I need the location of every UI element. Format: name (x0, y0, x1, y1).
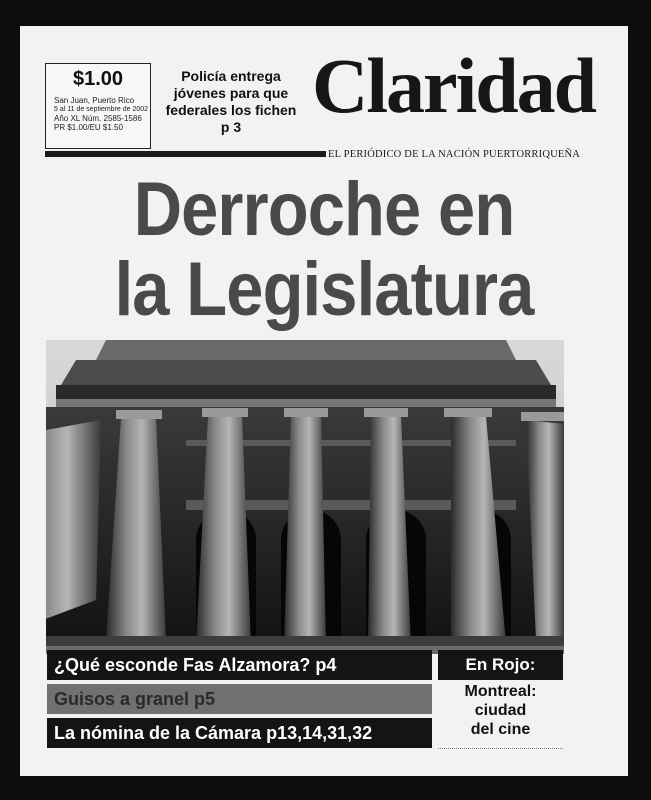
price-regional: PR $1.00/EU $1.50 (54, 123, 123, 132)
teaser-page: p 3 (220, 119, 242, 135)
dotted-divider (438, 748, 563, 749)
headline-line-2: la Legislatura (114, 247, 534, 332)
masthead-tagline: EL PERIÓDICO DE LA NACIÓN PUERTORRIQUEÑA (328, 149, 581, 160)
price-date: 5 al 11 de septiembre de 2002 (54, 106, 149, 113)
teaser-line: Policía entrega (181, 68, 281, 84)
masthead-title: Claridad (312, 42, 596, 129)
newspaper-front-page (20, 26, 628, 776)
story-link[interactable]: La nómina de la Cámara p13,14,31,32 (47, 718, 432, 748)
en-rojo-line: del cine (470, 721, 531, 738)
legislature-photo (46, 340, 564, 654)
price-issue: Año XL Núm. 2585-1586 (54, 114, 142, 123)
price-box (45, 63, 151, 149)
story-link[interactable]: ¿Qué esconde Fas Alzamora? p4 (47, 650, 432, 680)
headline-line-1: Derroche en (133, 167, 515, 252)
en-rojo-line: ciudad (474, 702, 527, 719)
teaser-line: jóvenes para que (173, 85, 289, 101)
story-link[interactable]: Guisos a granel p5 (47, 684, 432, 714)
price-location: San Juan, Puerto Rico (54, 96, 135, 105)
price: $1.00 (72, 68, 124, 90)
top-teaser[interactable] (158, 68, 304, 136)
teaser-line: federales los fichen (165, 102, 297, 118)
en-rojo-title[interactable]: En Rojo: (438, 650, 563, 680)
en-rojo-teaser[interactable] (438, 682, 563, 739)
en-rojo-line: Montreal: (464, 683, 537, 700)
